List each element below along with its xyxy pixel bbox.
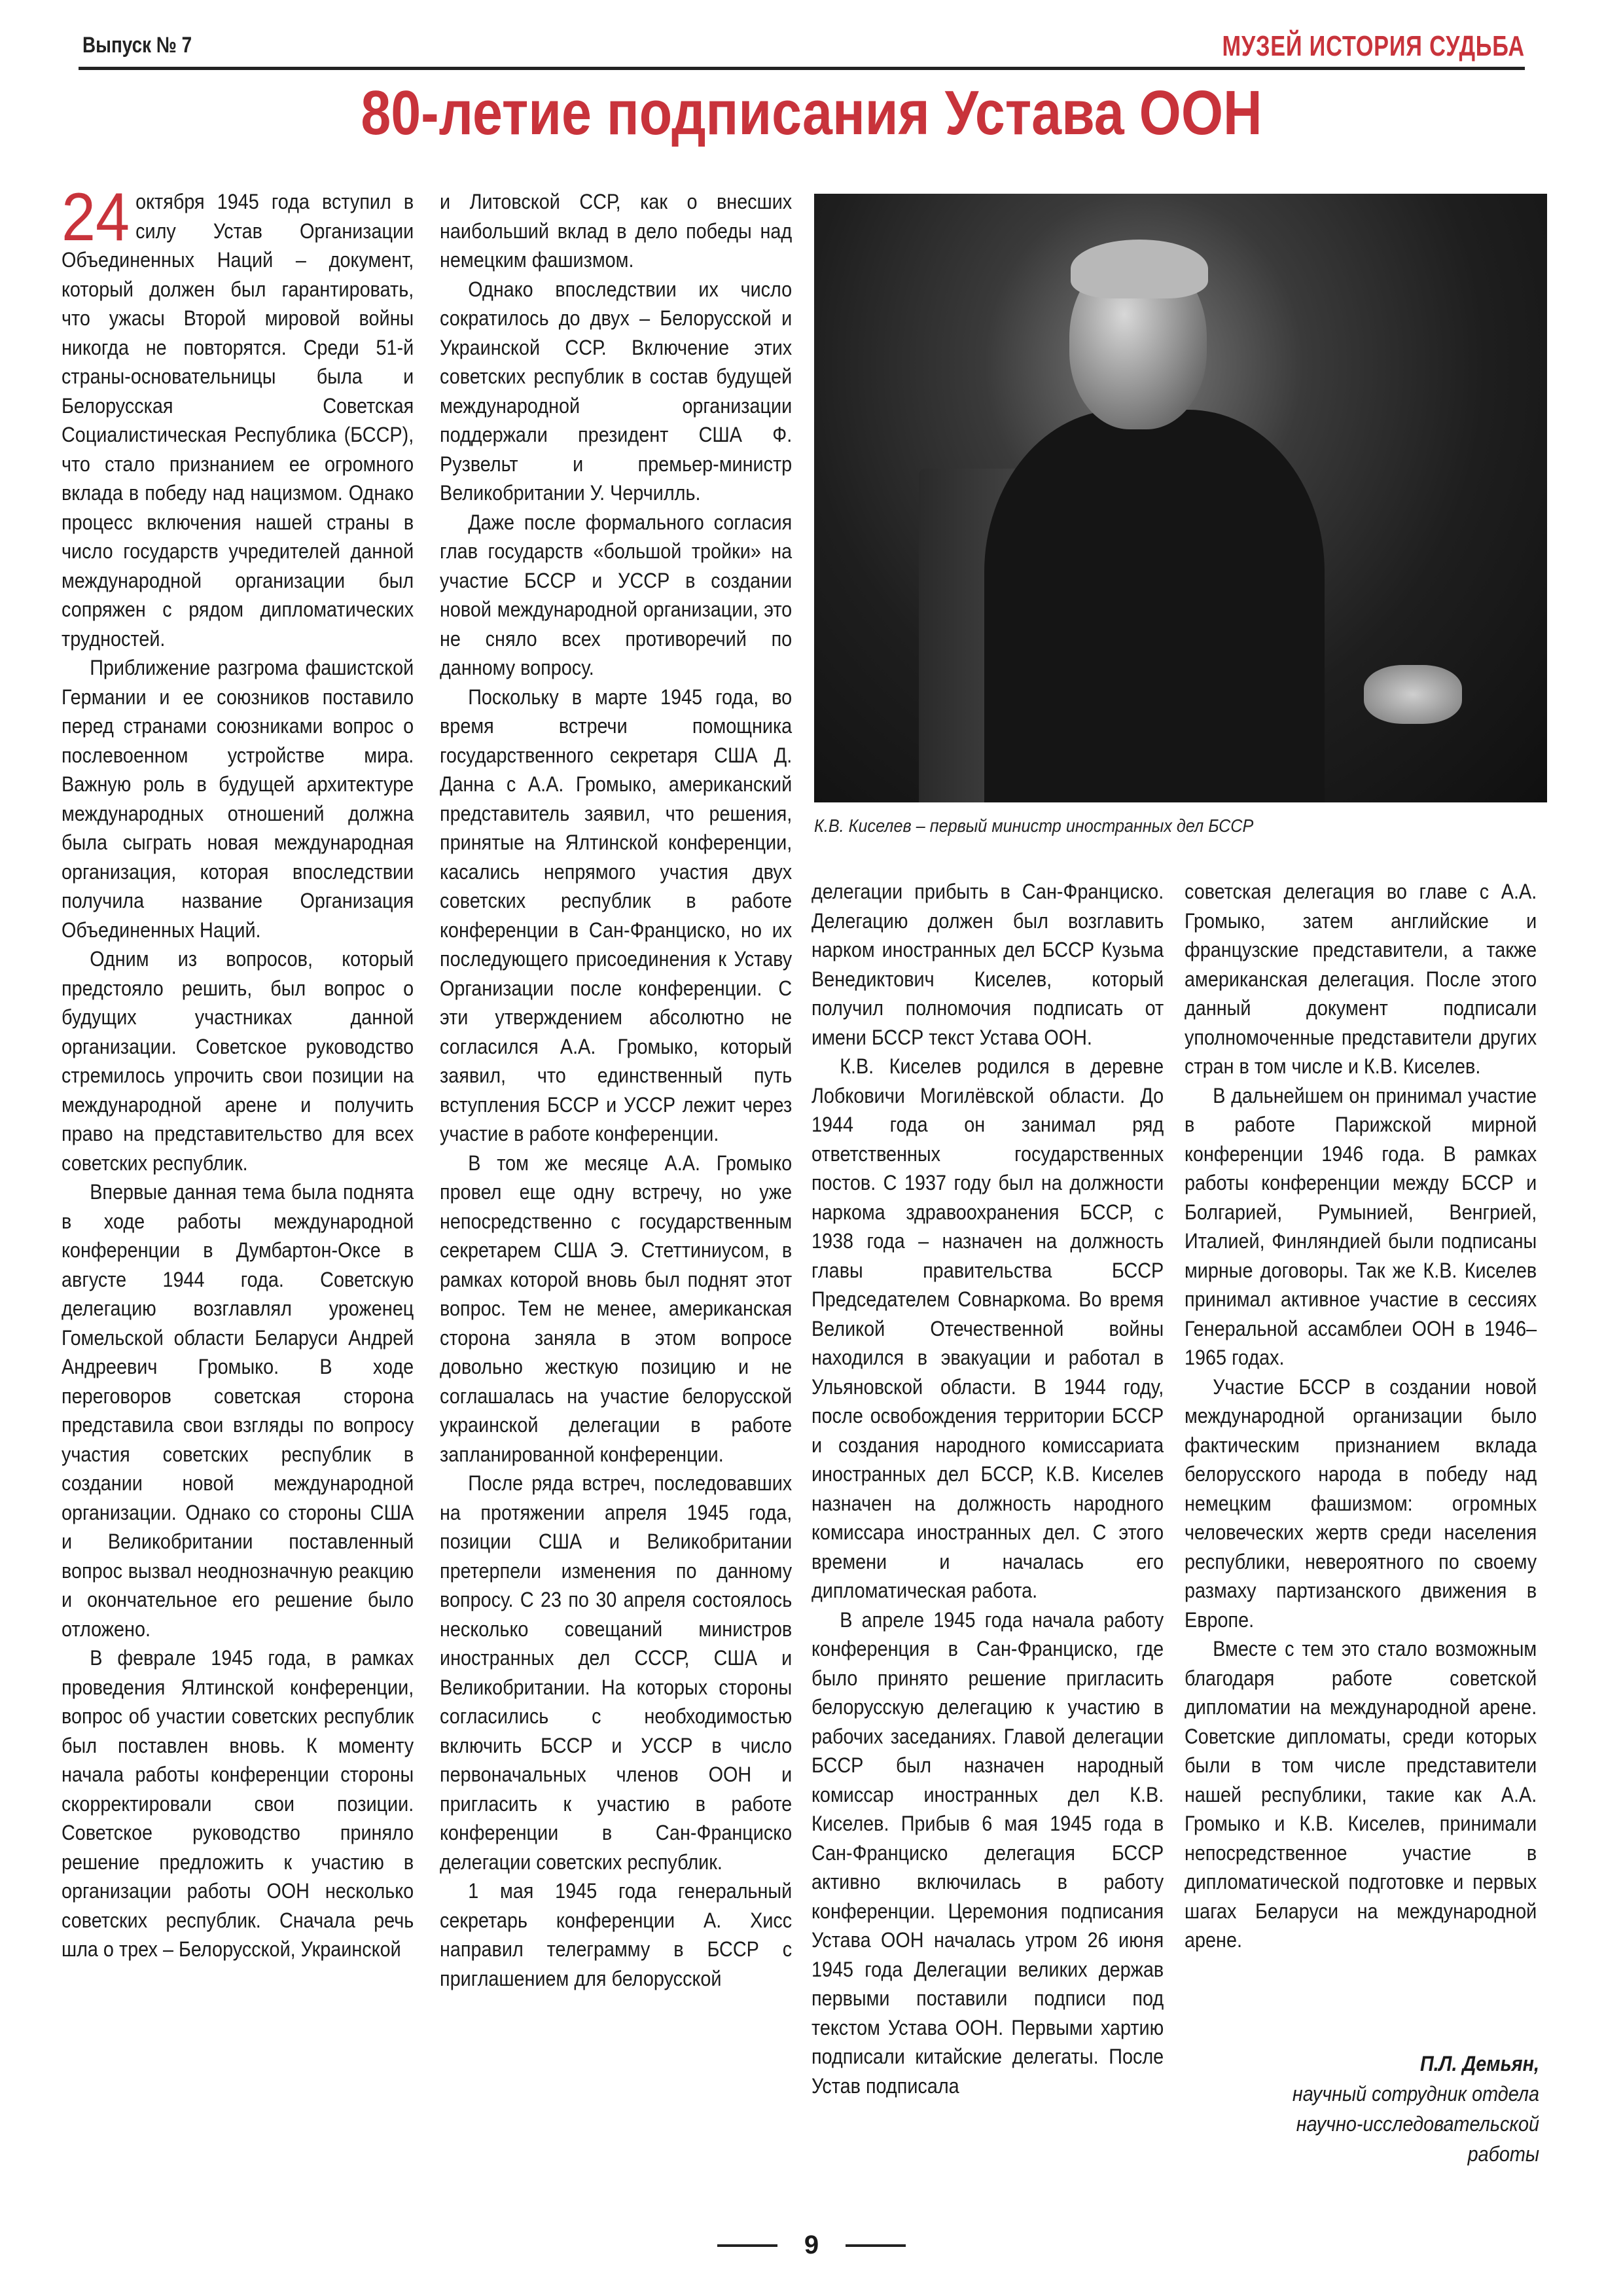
paragraph: Поскольку в марте 1945 года, во время встречи помощника государственного секретаря США Д. Данна с А.А. Громыко, американский представитель заявил, что решения, принятые на Ялтинской конференции, касались непрямого участия двух советских республик в работе конференции в Сан-Франциско, но их последующего присоединения к Уставу Организации после конференции. С эти утверждением абсолютно не согласился А.А. Громыко, который заявил, что единственный путь вступления БССР и УССР лежит через участие в работе конференции. <box>440 685 793 1145</box>
paragraph: В апреле 1945 года начала работу конференция в Сан-Франциско, где было принято решение пригласить белорусскую делегацию к участию в рабочих заседаниях. Главой делегации БССР был назначен народный комиссар иностранных дел К.В. Киселев. Прибыв 6 мая 1945 года в Сан-Франциско делегация БССР активно включилась в работу конференции. Церемония подписания Устава ООН началась утром 26 июня 1945 года Делегации великих держав первыми поставили подписи под текстом Устава ООН. Первыми хартию подписали китайские делегаты. После Устав подписала <box>812 1607 1164 2098</box>
paragraph: В феврале 1945 года, в рамках проведения Ялтинской конференции, вопрос об участии советских республик был поставлен вновь. К моменту начала работы конференции стороны скорректировали свои позиции. Советское руководство приняло решение предложить к участию в организации работы ООН несколько советских республик. Сначала речь шла о трех – Белорусской, Украинской <box>62 1646 414 1961</box>
paragraph-text: октября 1945 года вступил в силу Устав Организации Объединенных Наций – документ, который должен был гарантировать, что ужасы Второй мировой войны никогда не повторятся. Среди 51-й страны-основательницы была и Белорусская Советская Социалистическая Республика (БССР), что стало признанием ее огромного вклада в победу над нацизмом. Однако процесс включения нашей страны в число государств учредителей данной международной организации был сопряжен с рядом дипломатических трудностей. <box>62 190 414 651</box>
paragraph: Участие БССР в создании новой международной организации было фактическим признанием вклада белорусского народа в победу над немецким фашизмом: огромных человеческих жертв среди населения республики, невероятного по своему размаху партизанского движения в Европе. <box>1185 1374 1537 1632</box>
page-title: 80-летие подписания Устава ООН <box>361 78 1262 148</box>
paragraph: Вместе с тем это стало возможным благодаря работе советской дипломатии на международной арене. Советские дипломаты, среди которых были в том числе представители нашей республики, такие как А.А. Громыко и К.В. Киселев, принимали непосредственное участие в дипломатической подготовке и первых шагах Беларуси на международной арене. <box>1185 1637 1537 1952</box>
author-name: П.Л. Демьян, <box>1419 2052 1539 2075</box>
page-footer <box>0 2231 1623 2260</box>
photo-figure-body <box>984 410 1325 802</box>
paragraph: В том же месяце А.А. Громыко провел еще одну встречу, но уже непосредственно с государственным секретарем США Э. Стеттиниусом, в рамках которой вновь был поднят этот вопрос. Тем не менее, американская сторона заняла в этом вопросе довольно жесткую позицию и не соглашалась на участие белорусской украинской делегации в работе запланированной конференции. <box>440 1151 793 1466</box>
paragraph: Впервые данная тема была поднята в ходе работы международной конференции в Думбартон-Оксе в августе 1944 года. Советскую делегацию возглавлял уроженец Гомельской области Беларуси Андрей Андреевич Громыко. В ходе переговоров советская сторона представила свои взгляды по вопросу участия советских республик в создании новой международной организации. Однако со стороны США и Великобритании поставленный вопрос вызвал неоднозначную реакцию и окончательное его решение было отложено. <box>62 1180 414 1641</box>
header-divider <box>79 67 1525 70</box>
article-column-4 <box>1185 877 1537 1955</box>
photo-figure-hair <box>1071 240 1208 298</box>
magazine-name: МУЗЕЙ ИСТОРИЯ СУДЬБА <box>1222 30 1525 62</box>
article-column-3 <box>812 877 1164 2100</box>
issue-number: Выпуск № 7 <box>82 33 192 58</box>
author-title-line: научный сотрудник отдела <box>1292 2082 1539 2106</box>
paragraph: делегации прибыть в Сан-Франциско. Делегацию должен был возглавить нарком иностранных дел БССР Кузьма Венедиктович Киселев, который получил полномочия подписать от имени БССР текст Устава ООН. <box>812 880 1164 1049</box>
paragraph: Приближение разгрома фашистской Германии и ее союзников поставило перед странами союзниками вопрос о послевоенном устройстве мира. Важную роль в будущей архитектуре международных отношений должна была сыграть новая международная организация, которая впоследствии получила название Организация Объединенных Наций. <box>62 656 414 942</box>
footer-rule-right <box>846 2244 906 2247</box>
portrait-photo <box>814 194 1547 802</box>
author-signature <box>1293 2049 1539 2169</box>
paragraph: Даже после формального согласия глав государств «большой тройки» на участие БССР и УССР в создании новой международной организации, это не сняло всех противоречий по данному вопросу. <box>440 510 793 679</box>
author-title-line: работы <box>1467 2142 1539 2166</box>
paragraph: советская делегация во главе с А.А. Громыко, затем английские и французские представители, а также американская делегация. После этого данный документ подписали уполномоченные представители других стран в том числе и К.В. Киселев. <box>1185 880 1537 1078</box>
paragraph: 1 мая 1945 года генеральный секретарь конференции А. Хисс направил телеграмму в БССР с приглашением для белорусской <box>440 1879 793 1990</box>
paragraph <box>62 179 414 653</box>
article-column-1 <box>62 179 414 1964</box>
paragraph: После ряда встреч, последовавших на протяжении апреля 1945 года, позиции США и Великобритании претерпели изменения по данному вопросу. С 23 по 30 апреля состоялось несколько совещаний министров иностранных дел СССР, США и Великобритании. На которых стороны согласились с необходимостью включить БССР и УССР в число первоначальных членов ООН и пригласить к участию в работе конференции в Сан-Франциско делегации советских республик. <box>440 1471 793 1874</box>
paragraph: Однако впоследствии их число сократилось до двух – Белорусской и Украинской ССР. Включение этих советских республик в состав будущей международной организации поддержали президент США Ф. Рузвельт и премьер-министр Великобритании У. Черчилль. <box>440 277 793 505</box>
paragraph: К.В. Киселев родился в деревне Лобковичи Могилёвской области. До 1944 года он занимал ряд ответственных государственных постов. С 1937 году был на должности наркома здравоохранения БССР, с 1938 года – назначен на должность главы правительства БССР Председателем Совнаркома. Во время Великой Отечественной войны находился в эвакуации и работал в Ульяновской области. В 1944 году, после освобождения территории БССР и создания народного комиссариата иностранных дел БССР, К.В. Киселев назначен на должность народного комиссара иностранных дел. С этого времени и началась его дипломатическая работа. <box>812 1054 1164 1602</box>
paragraph: Одним из вопросов, который предстояло решить, был вопрос о будущих участниках данной организации. Советское руководство стремилось упрочить свои позиции на международной арене и получить право на представительство для всех советских республик. <box>62 947 414 1175</box>
page-number: 9 <box>804 2231 819 2259</box>
photo-caption: К.В. Киселев – первый министр иностранных дел БССР <box>814 816 1254 836</box>
photo-figure-hand <box>1364 665 1462 724</box>
drop-cap: 24 <box>62 179 130 255</box>
article-column-2 <box>440 187 792 1993</box>
author-title-line: научно-исследовательской <box>1296 2112 1539 2136</box>
paragraph: и Литовской ССР, как о внесших наибольший вклад в дело победы над немецким фашизмом. <box>440 190 793 272</box>
paragraph: В дальнейшем он принимал участие в работе Парижской мирной конференции 1946 года. В рамках работы конференции между БССР и Болгарией, Румынией, Венгрией, Италией, Финляндией были подписаны мирные договоры. Так же К.В. Киселев принимал активное участие в сессиях Генеральной ассамблеи ООН в 1946–1965 годах. <box>1185 1083 1537 1369</box>
footer-rule-left <box>717 2244 777 2247</box>
